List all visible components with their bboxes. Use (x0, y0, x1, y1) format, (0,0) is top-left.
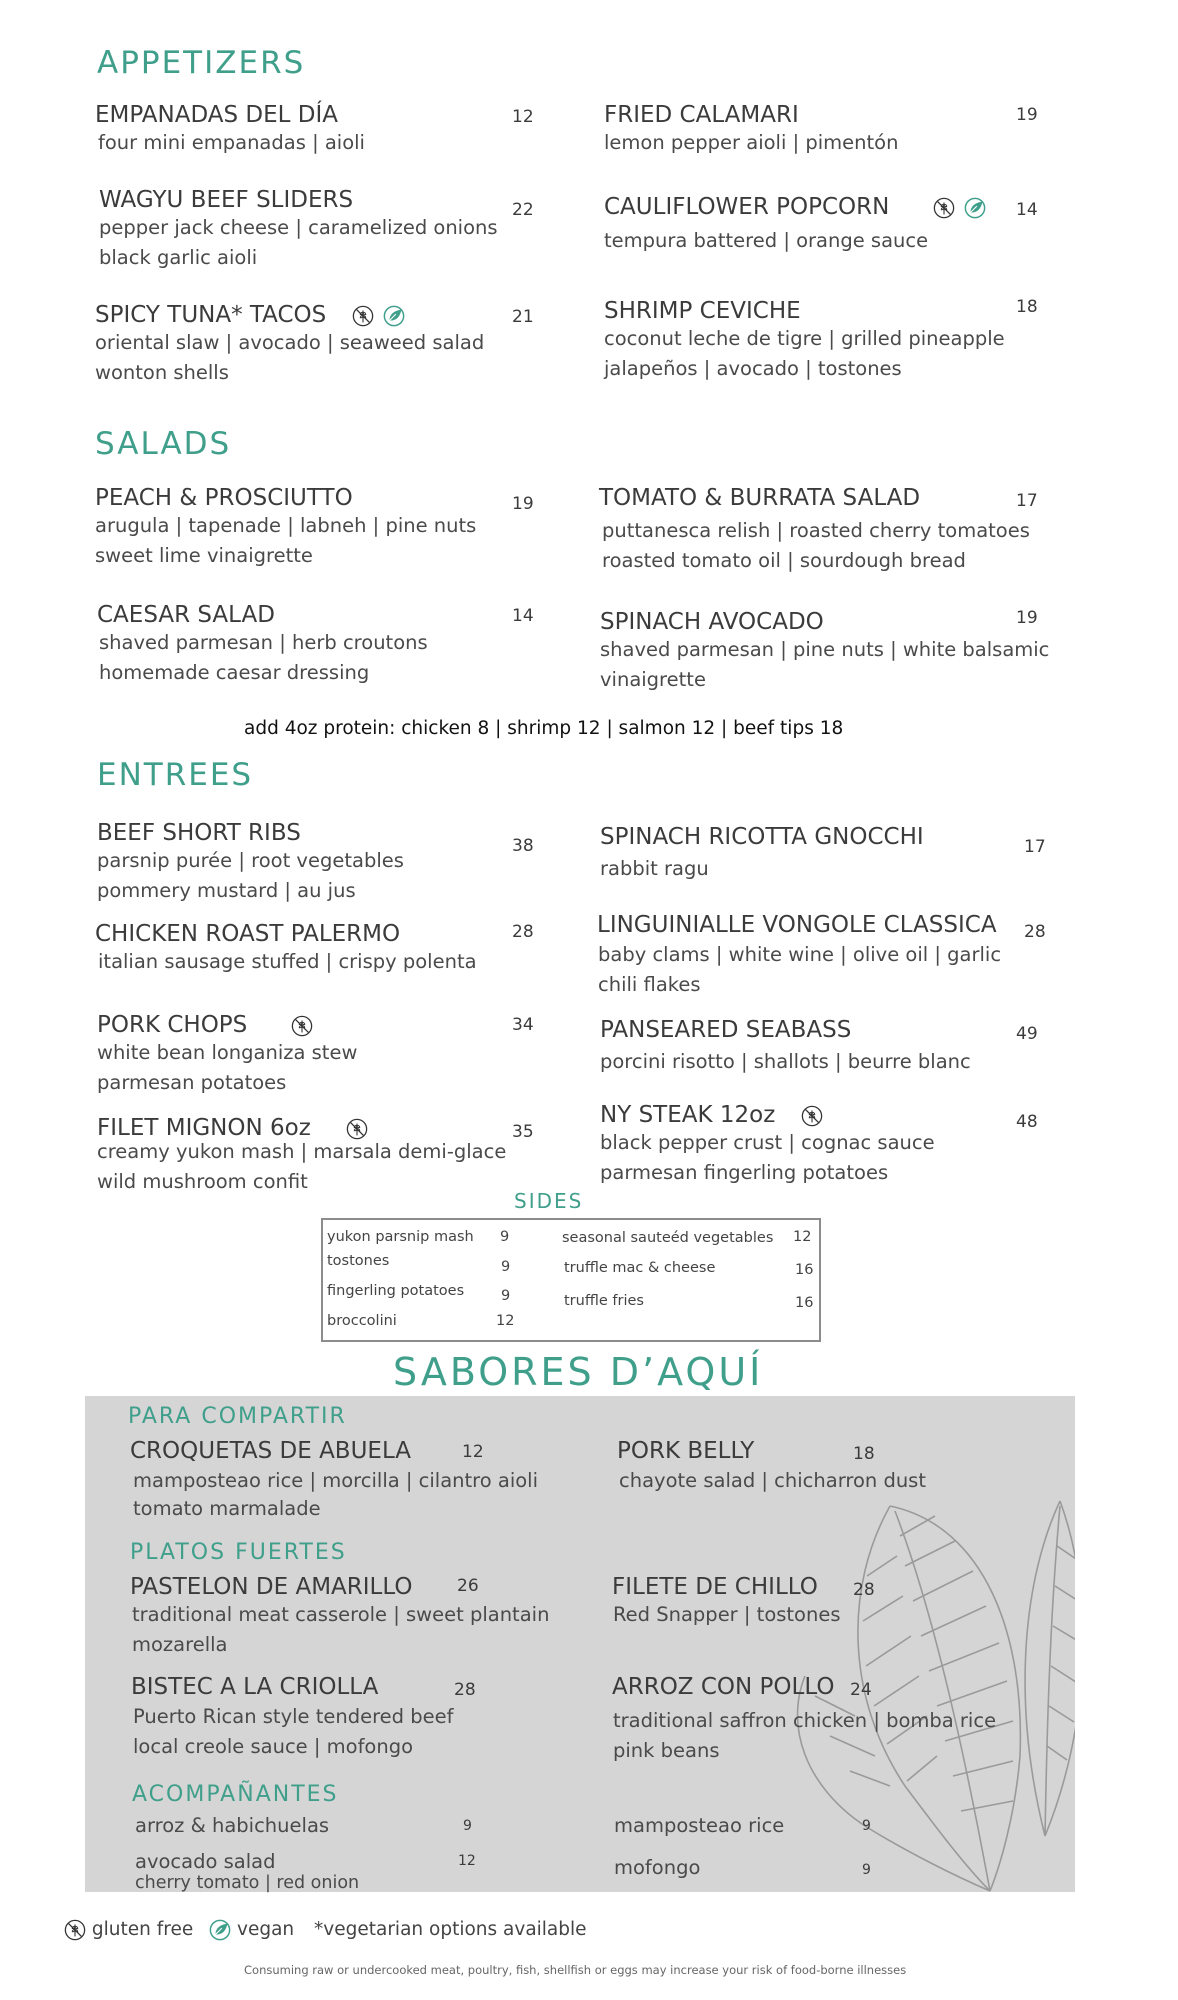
item-price: 28 (1024, 922, 1046, 942)
para-compartir-heading: PARA COMPARTIR (128, 1404, 347, 1429)
item-name-text: CAULIFLOWER POPCORN (604, 194, 890, 220)
item-desc: vinaigrette (600, 668, 706, 691)
item-name-text: PORK CHOPS (97, 1012, 248, 1038)
item-name-text: NY STEAK 12oz (600, 1102, 776, 1128)
item-desc: shaved parmesan | herb croutons (99, 631, 428, 654)
item-name: SPINACH AVOCADO (600, 609, 824, 635)
side-price: 16 (795, 1295, 814, 1311)
food-safety-disclaimer: Consuming raw or undercooked meat, poultry, fish, shellfish or eggs may increase your risk of food-borne illnesses (244, 1963, 907, 1977)
item-desc: sweet lime vinaigrette (95, 544, 313, 567)
side-item: arroz & habichuelas (135, 1814, 330, 1837)
item-desc: rabbit ragu (600, 857, 709, 880)
menu-item (97, 1012, 357, 1098)
item-name (97, 1012, 357, 1038)
item-name: SPINACH RICOTTA GNOCCHI (600, 824, 924, 850)
item-price: 12 (512, 107, 534, 127)
item-price: 19 (1016, 105, 1038, 125)
item-price: 12 (458, 1853, 476, 1869)
item-name: CAESAR SALAD (97, 602, 275, 628)
appetizers-heading: APPETIZERS (97, 45, 306, 81)
gluten-free-label: gluten free (91, 1919, 194, 1940)
item-desc: roasted tomato oil | sourdough bread (602, 549, 966, 572)
item-name: SHRIMP CEVICHE (604, 298, 801, 324)
item-desc: local creole sauce | mofongo (133, 1735, 414, 1758)
menu-item (617, 1438, 926, 1496)
side-item: tostones (327, 1253, 390, 1269)
item-name: BEEF SHORT RIBS (97, 820, 301, 846)
item-name: avocado salad (135, 1850, 276, 1873)
side-item: mofongo (614, 1856, 701, 1879)
item-name: PANSEARED SEABASS (600, 1017, 852, 1043)
item-price: 17 (1024, 837, 1046, 857)
side-price: 9 (501, 1288, 511, 1304)
item-desc: tempura battered | orange sauce (604, 229, 929, 252)
item-desc: wild mushroom confit (97, 1170, 308, 1193)
gluten-free-icon (64, 1919, 86, 1941)
item-price: 49 (1016, 1024, 1038, 1044)
item-desc: pepper jack cheese | caramelized onions (99, 216, 498, 239)
dietary-legend (64, 1919, 587, 1941)
item-desc: pommery mustard | au jus (97, 879, 356, 902)
item-desc: parsnip purée | root vegetables (97, 849, 404, 872)
item-price: 21 (512, 307, 534, 327)
side-item: fingerling potatoes (327, 1283, 465, 1299)
sabores-heading: SABORES D’AQUÍ (393, 1350, 764, 1394)
gluten-free-icon (933, 197, 955, 219)
side-price: 9 (500, 1229, 510, 1245)
item-desc: pink beans (613, 1739, 720, 1762)
platos-fuertes-heading: PLATOS FUERTES (130, 1540, 347, 1565)
item-name: PEACH & PROSCIUTTO (95, 485, 353, 511)
item-name: TOMATO & BURRATA SALAD (599, 485, 921, 511)
item-desc: black garlic aioli (99, 246, 258, 269)
menu-item (130, 1574, 549, 1660)
item-price: 9 (862, 1862, 871, 1878)
menu-item (604, 102, 898, 158)
item-name: PORK BELLY (617, 1438, 755, 1464)
item-desc: mozarella (132, 1633, 228, 1656)
menu-item (597, 912, 1001, 1000)
item-desc: puttanesca relish | roasted cherry tomatoes (602, 519, 1030, 542)
item-desc: parmesan fingerling potatoes (600, 1161, 889, 1184)
item-desc: parmesan potatoes (97, 1071, 287, 1094)
item-desc: Red Snapper | tostones (613, 1603, 841, 1626)
menu-item (95, 921, 477, 977)
item-price: 14 (512, 606, 534, 626)
item-desc: arugula | tapenade | labneh | pine nuts (95, 514, 477, 537)
acompanantes-heading: ACOMPAÑANTES (132, 1782, 339, 1807)
menu-item (95, 485, 476, 571)
item-name: BISTEC A LA CRIOLLA (131, 1674, 379, 1700)
item-price: 38 (512, 836, 534, 856)
menu-item (604, 194, 986, 256)
item-price: 14 (1016, 200, 1038, 220)
vegan-label: vegan (237, 1919, 295, 1940)
vegan-leaf-icon (209, 1919, 231, 1941)
menu-item (97, 820, 404, 906)
vegan-leaf-icon (964, 197, 986, 219)
item-price: 28 (454, 1680, 476, 1700)
menu-item (97, 1115, 506, 1197)
item-desc: chili flakes (598, 973, 701, 996)
item-price: 28 (853, 1580, 875, 1600)
menu-item (600, 824, 924, 884)
item-desc: jalapeños | avocado | tostones (604, 357, 902, 380)
menu-item (600, 1017, 971, 1077)
item-desc: baby clams | white wine | olive oil | garlic (598, 943, 1002, 966)
item-price: 34 (512, 1015, 534, 1035)
item-price: 22 (512, 200, 534, 220)
item-desc: italian sausage stuffed | crispy polenta (98, 950, 477, 973)
item-price: 26 (457, 1576, 479, 1596)
side-item: broccolini (327, 1313, 397, 1329)
item-price: 9 (862, 1818, 871, 1834)
item-name-text: SPICY TUNA* TACOS (95, 302, 327, 328)
menu-item (600, 1102, 935, 1188)
item-desc: shaved parmesan | pine nuts | white balsamic (600, 638, 1050, 661)
item-desc: oriental slaw | avocado | seaweed salad (95, 331, 485, 354)
menu-item (97, 602, 428, 688)
gluten-free-icon (801, 1105, 823, 1127)
item-price: 18 (1016, 297, 1038, 317)
menu-item (131, 1674, 454, 1762)
menu-item (95, 302, 484, 388)
menu-item (599, 485, 1030, 576)
item-price: 35 (512, 1122, 534, 1142)
side-item: mamposteao rice (614, 1814, 785, 1837)
item-desc: coconut leche de tigre | grilled pineapple (604, 327, 1005, 350)
vegan-leaf-icon (383, 305, 405, 327)
side-item: truffle fries (564, 1293, 644, 1309)
side-price: 9 (501, 1259, 511, 1275)
item-desc: four mini empanadas | aioli (98, 131, 365, 154)
item-desc: white bean longaniza stew (97, 1041, 358, 1064)
item-name: LINGUINIALLE VONGOLE CLASSICA (597, 912, 997, 938)
item-price: 12 (462, 1442, 484, 1462)
item-price: 9 (463, 1818, 472, 1834)
item-name: ARROZ CON POLLO (612, 1674, 835, 1700)
menu-item (612, 1674, 996, 1766)
item-desc: cherry tomato | red onion (135, 1873, 360, 1893)
item-name (604, 194, 986, 220)
item-desc: mamposteao rice | morcilla | cilantro aioli (133, 1469, 539, 1492)
item-name (600, 1102, 935, 1128)
side-price: 12 (496, 1313, 515, 1329)
item-desc: traditional meat casserole | sweet plantain (132, 1603, 550, 1626)
menu-item (95, 102, 365, 158)
item-desc: traditional saffron chicken | bomba rice (613, 1709, 997, 1732)
vegetarian-note: *vegetarian options available (314, 1919, 587, 1940)
side-item: yukon parsnip mash (327, 1229, 474, 1245)
item-name-text: FILET MIGNON 6oz (97, 1115, 311, 1141)
item-price: 17 (1016, 491, 1038, 511)
item-price: 48 (1016, 1112, 1038, 1132)
gluten-free-icon (291, 1015, 313, 1037)
side-price: 16 (795, 1262, 814, 1278)
item-desc: homemade caesar dressing (99, 661, 370, 684)
side-item: truffle mac & cheese (564, 1260, 716, 1276)
side-item: seasonal sauteéd vegetables (562, 1230, 774, 1246)
item-desc: tomato marmalade (133, 1497, 321, 1520)
item-price: 28 (512, 922, 534, 942)
side-price: 12 (793, 1229, 812, 1245)
item-desc: wonton shells (95, 361, 229, 384)
gluten-free-icon (352, 305, 374, 327)
item-name: EMPANADAS DEL DÍA (95, 102, 338, 128)
item-name: FILETE DE CHILLO (612, 1574, 818, 1600)
item-desc: lemon pepper aioli | pimentón (604, 131, 899, 154)
menu-item (604, 298, 1005, 384)
item-desc: Puerto Rican style tendered beef (133, 1705, 454, 1728)
item-price: 19 (512, 494, 534, 514)
menu-item (612, 1574, 841, 1630)
menu-item (600, 609, 1049, 695)
item-desc: chayote salad | chicharron dust (619, 1469, 926, 1492)
item-price: 24 (850, 1680, 872, 1700)
item-price: 18 (853, 1444, 875, 1464)
item-desc: black pepper crust | cognac sauce (600, 1131, 935, 1154)
menu-item (99, 187, 498, 273)
item-desc: creamy yukon mash | marsala demi-glace (97, 1140, 507, 1163)
item-name: CROQUETAS DE ABUELA (130, 1438, 412, 1464)
item-name (95, 302, 484, 328)
item-name: FRIED CALAMARI (604, 102, 799, 128)
item-name: CHICKEN ROAST PALERMO (95, 921, 401, 947)
item-name: WAGYU BEEF SLIDERS (99, 187, 354, 213)
salads-heading: SALADS (95, 426, 232, 462)
entrees-heading: ENTREES (97, 757, 254, 793)
sides-heading: SIDES (514, 1189, 584, 1213)
item-price: 19 (1016, 608, 1038, 628)
protein-addon-note: add 4oz protein: chicken 8 | shrimp 12 | salmon 12 | beef tips 18 (244, 718, 844, 739)
item-desc: porcini risotto | shallots | beurre blanc (600, 1050, 971, 1073)
menu-item (135, 1850, 359, 1892)
item-name: PASTELON DE AMARILLO (130, 1574, 413, 1600)
